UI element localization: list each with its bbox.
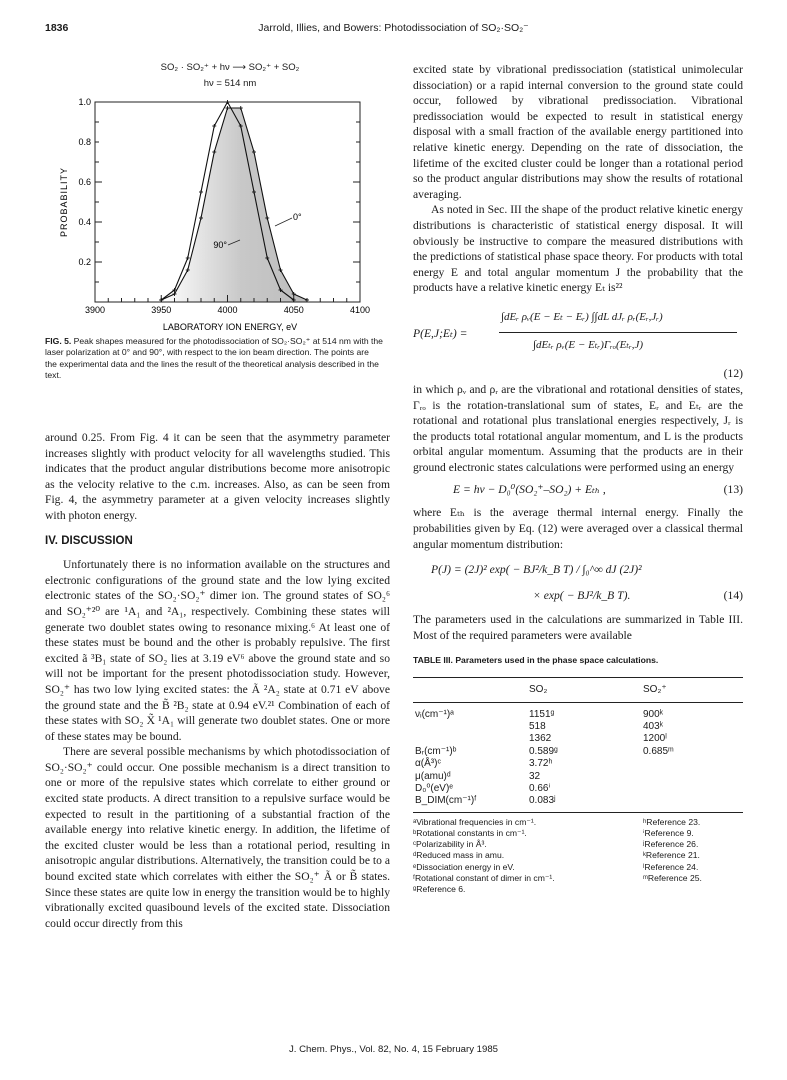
y-tick-label: 1.0	[78, 97, 91, 107]
x-tick-label: 4050	[283, 305, 304, 315]
table-header-so2-ion: SO₂⁺	[643, 684, 667, 696]
y-tick-label: 0.6	[78, 177, 91, 187]
table-row	[413, 721, 743, 733]
table-row	[413, 758, 743, 770]
eq14-line-2: × exp( − BJ²/k_B T).	[533, 589, 631, 603]
right-column	[413, 62, 743, 895]
table-footnote: ᵍReference 6.	[413, 884, 466, 895]
figure-caption-text: Peak shapes measured for the photodissociation of SO₂·SO₂⁺ at 514 nm with the laser polarization at 0° and 90°, with respect to the ion beam direction. The points are the experimental data and the lines the result of the theoretical analysis described in the text.	[45, 336, 383, 381]
table-footnote: ᵉDissociation energy in eV.	[413, 861, 515, 872]
y-tick-label: 0.2	[78, 257, 91, 267]
table-footnote: ᵐReference 25.	[643, 872, 702, 883]
table-cell-so2p	[641, 783, 743, 795]
left-para-3: There are several possible mechanisms by which photodissociation of SO₂·SO₂⁺ could occur. One possible mechanism is a direct transition to one or more of the repulsive states which correlate to either ground or excited state products. A direct transition to a repulsive surface would be expected to result in the partitioning of a substantial fraction of the available energy into relative kinetic energy. In addition, the lifetime of the excited cluster would be less than a rotational period, resulting in anisotropic angular distributions. Alternatively, the transition could be to a bound excited state which correlates with either the SO₂⁺ Ã or B̃ states. Since these states are quite low in energy the transition would be to highly vibrationally excited quasibound levels of the excited state. Dissociation could occur directly from this	[45, 745, 390, 930]
x-tick-label: 4100	[349, 305, 371, 315]
label-0-leader	[275, 218, 292, 226]
chart-background-shading	[161, 108, 307, 302]
table-cell-so2: 0.083ʲ	[529, 795, 556, 807]
equation-12	[413, 304, 743, 382]
table-footnote: ˡReference 24.	[643, 861, 699, 872]
table-cell-so2: 3.72ʰ	[529, 758, 553, 770]
table-cell-label: Bᵣ(cm⁻¹)ᵇ	[415, 745, 457, 757]
label-90-degree: 90°	[213, 240, 227, 250]
table-row	[413, 733, 743, 745]
eq14-tag: (14)	[723, 589, 743, 603]
left-para-1: around 0.25. From Fig. 4 it can be seen that the asymmetry parameter increases slightly with product velocity for all wavelengths studied. This indicates that the product angular distributions become more anisotropic as the velocity relative to the c.m. increases. Also, as can be seen from Fig. 4, the asymmetry parameter at a given velocity increases slightly with photon energy.	[45, 431, 390, 522]
table-cell-label	[413, 721, 527, 733]
table-footnote: ᵏReference 21.	[643, 850, 700, 861]
peak-shape-chart	[45, 62, 385, 334]
peak-shading	[161, 108, 307, 302]
table-cell-label: μ(amu)ᵈ	[415, 770, 451, 782]
right-para-4: where Eₜₕ is the average thermal internal energy. Finally the probabilities given by Eq. (12) were averaged over a classical thermal angular momentum distribution:	[413, 506, 743, 551]
figure-5	[45, 62, 385, 334]
table-row	[413, 746, 743, 758]
eq12-tag: (12)	[723, 366, 743, 380]
table-cell-so2p	[641, 771, 743, 783]
eq13: E = hν − D₀⁰(SO₂⁺–SO₂) + Eₜₕ ,	[453, 483, 606, 497]
figure-wavelength: hν = 514 nm	[203, 78, 257, 89]
table-cell-so2: 518	[529, 721, 546, 733]
right-para-3: in which ρᵥ and ρᵣ are the vibrational and rotational densities of states, Γᵣₒ is the rotation-translational sum of states, Eᵣ and Eₜᵣ are the rotational and rotational plus translational energies respectively, Jᵣ is the products total rotational angular momentum, and L is the products orbital angular momentum. Assuming that the products are in their ground electronic states calculations were performed using an energy	[413, 382, 743, 474]
table-cell-so2p: 900ᵏ	[643, 708, 664, 720]
table-header-so2: SO₂	[529, 684, 548, 696]
table-cell-so2p: 1200ˡ	[643, 733, 667, 745]
page-footer: J. Chem. Phys., Vol. 82, No. 4, 15 February 1985	[288, 1044, 499, 1055]
table-cell-label	[413, 733, 527, 745]
footnotes-right	[643, 817, 743, 895]
table-3-footnotes	[413, 812, 743, 895]
table-header-blank	[413, 678, 527, 703]
table-row	[413, 795, 743, 807]
table-cell-so2: 0.66ⁱ	[529, 783, 551, 795]
eq12-denominator: ∫dEₜᵣ ρᵥ(E − Eₜᵣ)Γᵣₒ(Eₜᵣ,J)	[533, 338, 644, 351]
x-axis-ticks	[85, 295, 370, 315]
right-para-5: The parameters used in the calculations are summarized in Table III. Most of the required parameters were available	[413, 613, 743, 642]
table-cell-so2: 0.589ᵍ	[529, 745, 558, 757]
right-para-1: excited state by vibrational predissociation (statistical unimolecular dissociation) or a rapid internal conversion to the ground state could occur, followed by vibrational predissociation. Vibrational predissociation would be expected to result in statistical energy disposal with a small fraction of the available energy partitioned into relative kinetic energy. Depending on the rate of dissociation, the lifetime of the excited cluster could be longer than a rotational period so the product angular distributions may show the results of rotational averaging.	[413, 63, 743, 201]
equation-14	[413, 558, 743, 610]
table-cell-so2: 32	[529, 770, 541, 782]
left-para-2: Unfortunately there is no information available on the structures and electronic configurations of the ground state and the low lying excited electronic states of the SO₂·SO₂⁺ dimer ion. The ground states of SO₂⁶ and SO₂⁺²⁰ are ¹A₁ and ²A₁, respectively. Combining these states will generate two doublet states owing to resonance mixing.⁶ At least one of these states must be bound and the other is probably repulsive. The first excited ã ³B₁ state of SO₂ lies at 3.19 eV⁶ above the ground state and so will not be important for the present photodissociation study. However, SO₂⁺ has two low lying excited states: the Ã ²A₂ state at 0.71 eV above the ground state and the B̃ ²B₂ state at 0.94 eV.²¹ Combination of each of these states with SO₂ X̃ ¹A₁ will generate two doublet states. One or more of these states may be bound.	[45, 558, 390, 743]
table-footnote: ʰReference 23.	[643, 816, 701, 827]
table-footnote: ᵈReduced mass in amu.	[413, 850, 505, 861]
table-cell-so2p: 0.685ᵐ	[643, 745, 674, 757]
figure-caption	[45, 336, 383, 382]
right-para-2: As noted in Sec. III the shape of the product relative kinetic energy distributions is characteristic of statistical energy disposal. It will obviously be instructive to compare the measured distributions with the predictions of statistical phase space theory. For products with total energy E and total angular momentum J the probability that the products have a relative kinetic energy Eₜ is²²	[413, 203, 743, 295]
page-number: 1836	[45, 22, 69, 34]
table-cell-label: B_DIM(cm⁻¹)ᶠ	[415, 795, 477, 807]
table-cell-label: D₀⁰(eV)ᵉ	[415, 783, 453, 795]
table-3-caption: TABLE III. Parameters used in the phase space calculations.	[413, 655, 659, 666]
table-row	[413, 771, 743, 783]
eq13-tag: (13)	[723, 483, 743, 497]
table-cell-label: α(Å³)ᶜ	[415, 758, 441, 770]
eq12-fraction-bar	[499, 332, 737, 333]
figure-caption-label: FIG. 5.	[45, 336, 72, 346]
table-row	[413, 783, 743, 795]
table-cell-so2: 1151ᵍ	[529, 708, 555, 720]
footnotes-left	[413, 817, 555, 895]
x-tick-label: 3950	[151, 305, 172, 315]
x-tick-label: 4000	[217, 305, 238, 315]
table-cell-so2: 1362	[529, 733, 552, 745]
section-heading-discussion: IV. DISCUSSION	[45, 534, 133, 547]
page-header	[45, 22, 742, 38]
table-3	[413, 677, 743, 808]
table-cell-so2p	[641, 758, 743, 770]
eq12-lhs: P(E,J;Eₜ) =	[413, 326, 468, 340]
y-axis-label: PROBABILITY	[59, 166, 69, 238]
running-head: Jarrold, Illies, and Bowers: Photodissociation of SO₂·SO₂⁻	[258, 22, 529, 34]
table-cell-so2p: 403ᵏ	[643, 721, 664, 733]
table-footnote: ⁱReference 9.	[643, 828, 694, 839]
y-tick-label: 0.4	[78, 217, 91, 227]
table-row	[413, 709, 743, 721]
eq12-numerator: ∫dEᵣ ρᵥ(E − Eₜ − Eᵣ) ∫∫dL dJᵣ ρᵣ(Eᵣ,Jᵣ)	[501, 310, 663, 323]
table-cell-so2p	[641, 795, 743, 807]
equation-13	[413, 479, 743, 501]
table-footnote: ᶜPolarizability in Å³.	[413, 839, 487, 850]
table-footnote: ᵃVibrational frequencies in cm⁻¹.	[413, 816, 537, 827]
figure-reaction: SO₂ · SO₂⁺ + hν ⟶ SO₂⁺ + SO₂	[160, 62, 300, 73]
table-footnote: ᶠRotational constant of dimer in cm⁻¹.	[413, 872, 555, 883]
y-tick-label: 0.8	[78, 137, 91, 147]
x-tick-label: 3900	[84, 305, 106, 315]
table-3-body	[413, 709, 743, 808]
table-footnote: ᵇRotational constants in cm⁻¹.	[413, 828, 527, 839]
table-cell-label: νᵢ(cm⁻¹)ᵃ	[415, 708, 454, 720]
x-axis-label: LABORATORY ION ENERGY, eV	[162, 322, 298, 332]
label-0-degree: 0°	[293, 212, 302, 222]
table-footnote: ʲReference 26.	[643, 839, 699, 850]
left-column	[45, 430, 390, 931]
eq14-line-1: P(J) = (2J)² exp( − BJ²/k_B T) / ∫₀^∞ dJ (2J)²	[431, 563, 642, 577]
